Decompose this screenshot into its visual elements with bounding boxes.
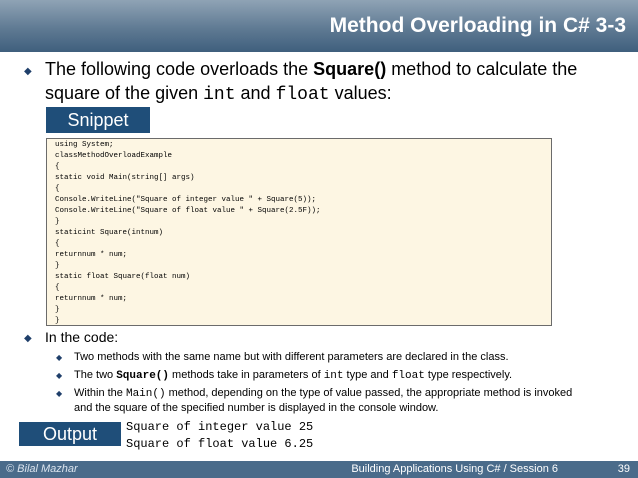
b2-int: int — [323, 370, 344, 382]
diamond-bullet-icon: ◆ — [24, 333, 32, 344]
diamond-bullet-icon: ◆ — [56, 389, 63, 398]
b2-text: type and — [343, 369, 392, 381]
explanation-bullet-3-cont: and the square of the specified number is displayed in the console window. — [74, 402, 439, 414]
intro-and: and — [235, 83, 276, 103]
output-line: Square of float value 6.25 — [126, 437, 314, 451]
diamond-bullet-icon: ◆ — [56, 371, 63, 380]
in-code-heading: In the code: — [45, 329, 119, 345]
code-line: } — [55, 262, 60, 270]
intro-part1: The following code overloads the — [45, 59, 314, 79]
code-line: Console.WriteLine("Square of float value " + Square(2.5F)); — [55, 207, 321, 215]
b2-text: type respectively. — [424, 369, 513, 381]
intro-method: Square() — [313, 59, 387, 79]
b3-text: Within the — [74, 387, 126, 399]
code-line: using System; — [55, 141, 114, 149]
explanation-bullet-1: Two methods with the same name but with different parameters are declared in the class. — [74, 351, 509, 363]
explanation-bullet-3 — [74, 386, 572, 402]
slide-title: Method Overloading in C# 3-3 — [329, 14, 626, 37]
code-line: Console.WriteLine("Square of integer value " + Square(5)); — [55, 196, 317, 204]
code-line: { — [55, 163, 60, 171]
code-line: } — [55, 317, 60, 325]
footer-bar — [0, 461, 638, 478]
diamond-bullet-icon: ◆ — [56, 353, 63, 362]
code-line: static void Main(string[] args) — [55, 174, 195, 182]
b3-main: Main() — [125, 388, 166, 400]
intro-float: float — [275, 85, 330, 105]
code-line: staticint Square(intnum) — [55, 229, 164, 237]
code-line: { — [55, 240, 60, 248]
output-line: Square of integer value 25 — [126, 420, 314, 434]
intro-part2: method to calculate the square of the given — [45, 59, 578, 103]
b2-text: methods take in parameters of — [169, 369, 324, 381]
intro-text — [45, 57, 625, 107]
b2-text: The two — [74, 369, 117, 381]
footer-course: Building Applications Using C# / Session 6 — [351, 463, 558, 475]
intro-int: int — [203, 85, 236, 105]
code-snippet — [46, 138, 552, 326]
code-line: returnnum * num; — [55, 295, 128, 303]
b2-float: float — [391, 370, 425, 382]
code-line: static float Square(float num) — [55, 273, 191, 281]
code-line: classMethodOverloadExample — [55, 152, 173, 160]
code-line: { — [55, 284, 60, 292]
code-line: { — [55, 185, 60, 193]
code-line: } — [55, 306, 60, 314]
b2-square: Square() — [116, 370, 169, 382]
explanation-bullet-2 — [74, 368, 512, 384]
b3-text: method, depending on the type of value passed, the appropriate method is invoked — [165, 387, 573, 399]
code-line: returnnum * num; — [55, 251, 128, 259]
page-number: 39 — [617, 463, 630, 475]
diamond-bullet-icon: ◆ — [24, 66, 32, 77]
footer-copyright: © Bilal Mazhar — [6, 463, 78, 475]
output-label: Output — [19, 422, 121, 446]
intro-part3: values: — [329, 83, 392, 103]
title-bar — [0, 0, 638, 52]
code-line: } — [55, 218, 60, 226]
snippet-label: Snippet — [46, 107, 150, 133]
